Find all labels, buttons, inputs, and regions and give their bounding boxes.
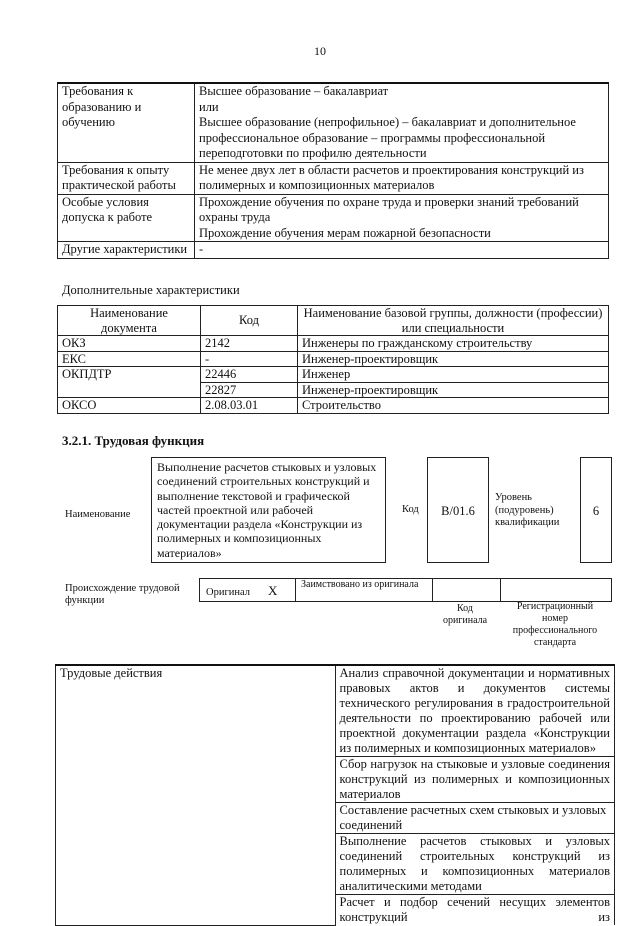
original-label: Оригинал: [206, 587, 250, 598]
table-row: [56, 665, 615, 757]
table-row: [58, 367, 609, 383]
row-value: [195, 242, 609, 259]
action-item: Расчет и подбор сечений несущих элементов конструкций из: [335, 895, 615, 926]
action-item: Сбор нагрузок на стыковые и узловые соединения конструкций из полимерных и композиционных материалов: [335, 757, 615, 803]
action-item: Составление расчетных схем стыковых и узловых соединений: [335, 803, 615, 834]
doc-cell: ОКСО: [58, 398, 201, 414]
value-line: Не менее двух лет в области расчетов и проектирования конструкций из: [199, 162, 584, 177]
divider: [432, 579, 433, 601]
name-cell: Инженеры по гражданскому строительству: [298, 336, 609, 352]
table-row: [58, 336, 609, 352]
header-cell: Наименование базовой группы, должности (профессии) или специальности: [298, 306, 609, 336]
header-cell: Наименование документа: [58, 306, 201, 336]
value-line: Прохождение обучения мерам пожарной безопасности: [199, 225, 491, 240]
row-label: Другие характеристики: [58, 242, 195, 259]
function-code-box: B/01.6: [427, 457, 489, 563]
action-item: Анализ справочной документации и нормативных правовых актов и документов системы технического регулирования в градостроительной деятельности по проектированию рабочей или проектной документации раздела «Конструкции из полимерных и композиционных материалов»: [335, 665, 615, 757]
value-line: полимерных и композиционных материалов: [199, 178, 435, 192]
level-box: 6: [580, 457, 612, 563]
origin-row: [199, 578, 612, 602]
table-row: [58, 194, 609, 242]
row-value: [195, 83, 609, 162]
code-cell: 22446: [201, 367, 298, 383]
function-title: 3.2.1. Трудовая функция: [62, 433, 205, 448]
row-value: [195, 194, 609, 242]
doc-cell: ОКПДТР: [58, 367, 201, 398]
value-line: Прохождение обучения по охране труда и проверки знаний требований: [199, 194, 579, 209]
table-row: [58, 398, 609, 414]
doc-cell: ОКЗ: [58, 336, 201, 352]
doc-cell: ЕКС: [58, 351, 201, 367]
origin-label: Происхождение трудовой функции: [65, 583, 180, 606]
additional-table: [57, 305, 609, 414]
table-row: [58, 83, 609, 162]
actions-table: [55, 664, 615, 926]
value-line: Высшее образование – бакалавриат: [199, 84, 389, 98]
actions-label: Трудовые действия: [56, 665, 336, 925]
value-line: переподготовки по профилю деятельности: [199, 146, 427, 160]
requirements-table: [57, 82, 609, 259]
name-cell: Строительство: [298, 398, 609, 414]
table-row: [58, 242, 609, 259]
row-label: Требования к образованию и обучению: [58, 83, 195, 162]
row-label: Требования к опыту практической работы: [58, 162, 195, 194]
table-row: [58, 162, 609, 194]
additional-title: Дополнительные характеристики: [62, 283, 240, 297]
name-cell: Инженер-проектировщик: [298, 382, 609, 398]
divider: [295, 579, 296, 601]
value-line: Высшее образование (непрофильное) – бакалавриат и дополнительное: [199, 115, 576, 129]
name-label: Наименование: [65, 509, 131, 520]
original-mark: X: [268, 583, 278, 598]
header-cell: Код: [201, 306, 298, 336]
code-label: Код: [402, 504, 419, 515]
borrowed-label: Заимствовано из оригинала: [301, 579, 419, 590]
value-line: или: [199, 99, 219, 114]
value-line: -: [199, 242, 204, 256]
action-item: Выполнение расчетов стыковых и узловых соединений строительных конструкций из полимерных и композиционных материалов аналитическими методами: [335, 834, 615, 895]
reg-caption: Регистрационный номер профессионального стандарта: [512, 601, 598, 648]
row-label: Особые условия допуска к работе: [58, 194, 195, 242]
code-cell: 2142: [201, 336, 298, 352]
name-cell: Инженер: [298, 367, 609, 383]
code-cell: -: [201, 351, 298, 367]
value-line: охраны труда: [199, 210, 271, 224]
function-name-box: Выполнение расчетов стыковых и узловых соединений строительных конструкций и выполнение текстовой и графической частей проектной или рабочей документации раздела «Конструкции из полимерных и композиционных материалов»: [151, 457, 386, 563]
code-cell: 2.08.03.01: [201, 398, 298, 414]
level-label: Уровень (подуровень) квалификации: [495, 492, 560, 528]
code-cell: 22827: [201, 382, 298, 398]
table-row: [58, 351, 609, 367]
name-cell: Инженер-проектировщик: [298, 351, 609, 367]
row-value: [195, 162, 609, 194]
divider: [500, 579, 501, 601]
code-caption: Код оригинала: [442, 603, 488, 626]
value-line: профессиональное образование – программы профессиональной: [199, 130, 546, 145]
header-row: [58, 306, 609, 336]
page-number: 10: [314, 44, 326, 58]
